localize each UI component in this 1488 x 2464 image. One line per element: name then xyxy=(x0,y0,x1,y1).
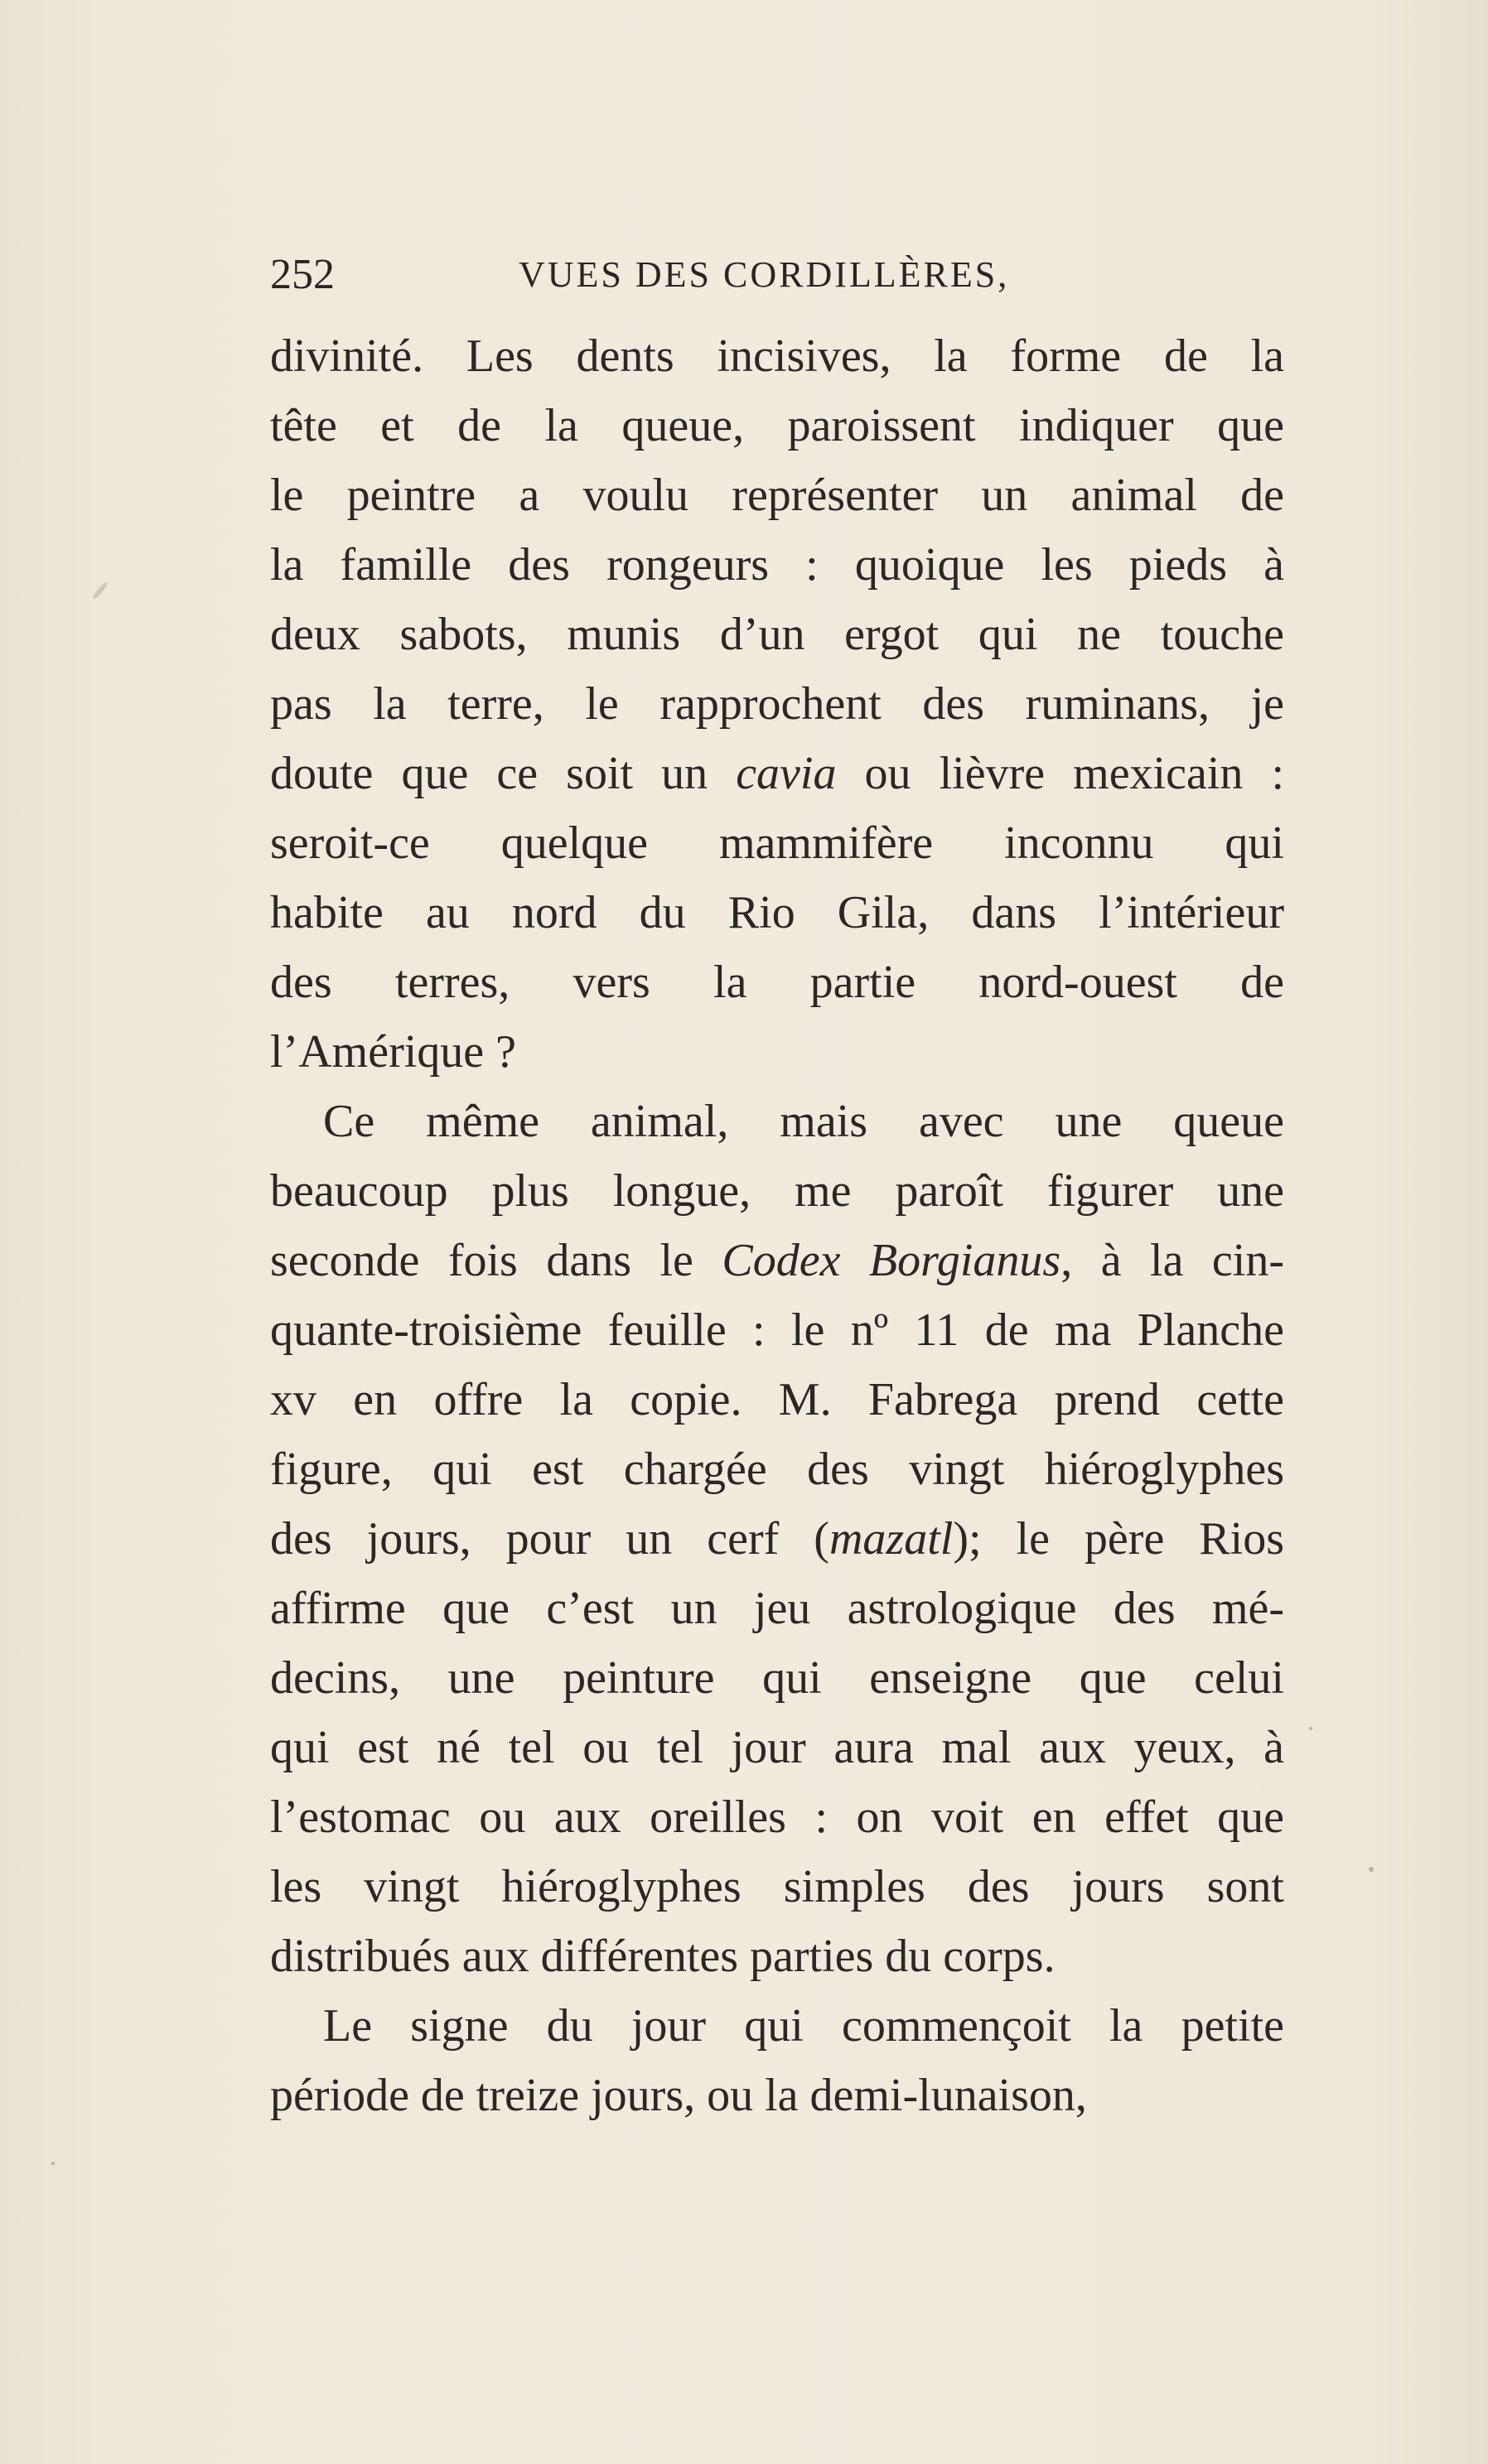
text-run: habite au nord du Rio Gila, dans l’intérieur xyxy=(270,887,1284,938)
text-run: ou lièvre mexicain : xyxy=(836,748,1284,799)
text-line xyxy=(270,1991,1284,2061)
paragraph xyxy=(270,321,1284,1087)
text-run: Ce même animal, mais avec une queue xyxy=(323,1096,1284,1147)
text-line xyxy=(270,460,1284,530)
text-run: distribués aux différentes parties du corps. xyxy=(270,1931,1056,1982)
text-run: tête et de la queue, paroissent indiquer que xyxy=(270,400,1284,451)
italic-term: mazatl xyxy=(829,1513,954,1565)
text-line xyxy=(270,1435,1284,1504)
paper-speck xyxy=(1369,1867,1374,1872)
text-line xyxy=(270,1365,1284,1435)
text-line xyxy=(270,1574,1284,1643)
paper-speck xyxy=(51,2162,55,2165)
paper-speck xyxy=(1309,1727,1312,1730)
text-run: la famille des rongeurs : quoique les pieds à xyxy=(270,539,1284,591)
text-line xyxy=(270,2061,1284,2130)
body-text xyxy=(270,321,1284,2130)
text-run: des terres, vers la partie nord-ouest de xyxy=(270,957,1284,1008)
text-run: seconde fois dans le xyxy=(270,1235,722,1286)
text-line xyxy=(270,1643,1284,1713)
text-run: seroit-ce quelque mammifère inconnu qui xyxy=(270,817,1284,869)
text-run: xv en offre la copie. M. Fabrega prend cette xyxy=(270,1374,1284,1425)
text-line xyxy=(270,1295,1284,1365)
text-line xyxy=(270,1713,1284,1782)
text-line xyxy=(270,1504,1284,1574)
text-run: doute que ce soit un xyxy=(270,748,737,799)
italic-term: Codex Borgianus xyxy=(722,1235,1061,1286)
text-line xyxy=(270,1156,1284,1226)
text-line xyxy=(270,878,1284,948)
text-run: l’Amérique ? xyxy=(270,1026,516,1078)
text-line xyxy=(270,600,1284,669)
text-line xyxy=(270,669,1284,739)
text-run: decins, une peinture qui enseigne que celui xyxy=(270,1652,1284,1704)
text-run: ); le père Rios xyxy=(953,1513,1284,1565)
text-line xyxy=(270,1782,1284,1852)
text-line xyxy=(270,530,1284,600)
text-run: le peintre a voulu représenter un animal de xyxy=(270,470,1284,521)
text-line xyxy=(270,1017,1284,1087)
text-line xyxy=(270,1087,1284,1156)
text-line xyxy=(270,1922,1284,1991)
text-run: Le signe du jour qui commençoit la petite xyxy=(323,2000,1284,2052)
text-line xyxy=(270,391,1284,460)
paper-speck xyxy=(91,581,109,600)
running-head: VUES DES CORDILLÈRES, xyxy=(519,254,1010,295)
text-line xyxy=(270,948,1284,1017)
text-run: affirme que c’est un jeu astrologique des mé- xyxy=(270,1583,1284,1634)
text-run: des jours, pour un cerf ( xyxy=(270,1513,829,1565)
text-line xyxy=(270,321,1284,391)
text-run: qui est né tel ou tel jour aura mal aux yeux, à xyxy=(270,1722,1284,1773)
text-run: deux sabots, munis d’un ergot qui ne touche xyxy=(270,609,1284,660)
text-run: , à la cin- xyxy=(1060,1235,1284,1286)
text-run: quante-troisième feuille : le nº 11 de ma Planche xyxy=(270,1304,1284,1356)
text-line xyxy=(270,1852,1284,1922)
text-run: divinité. Les dents incisives, la forme de la xyxy=(270,330,1284,382)
text-run: pas la terre, le rapprochent des ruminans, je xyxy=(270,678,1284,730)
text-run: beaucoup plus longue, me paroît figurer une xyxy=(270,1165,1284,1217)
text-line xyxy=(270,808,1284,878)
paragraph xyxy=(270,1991,1284,2130)
italic-term: cavia xyxy=(736,748,837,799)
page-header xyxy=(270,242,1297,308)
page-number: 252 xyxy=(270,251,335,298)
text-line xyxy=(270,739,1284,808)
text-run: les vingt hiéroglyphes simples des jours sont xyxy=(270,1861,1284,1912)
text-run: l’estomac ou aux oreilles : on voit en effet que xyxy=(270,1791,1284,1843)
text-run: figure, qui est chargée des vingt hiéroglyphes xyxy=(270,1444,1284,1495)
paragraph xyxy=(270,1087,1284,1991)
text-line xyxy=(270,1226,1284,1295)
text-run: période de treize jours, ou la demi-lunaison, xyxy=(270,2070,1087,2121)
